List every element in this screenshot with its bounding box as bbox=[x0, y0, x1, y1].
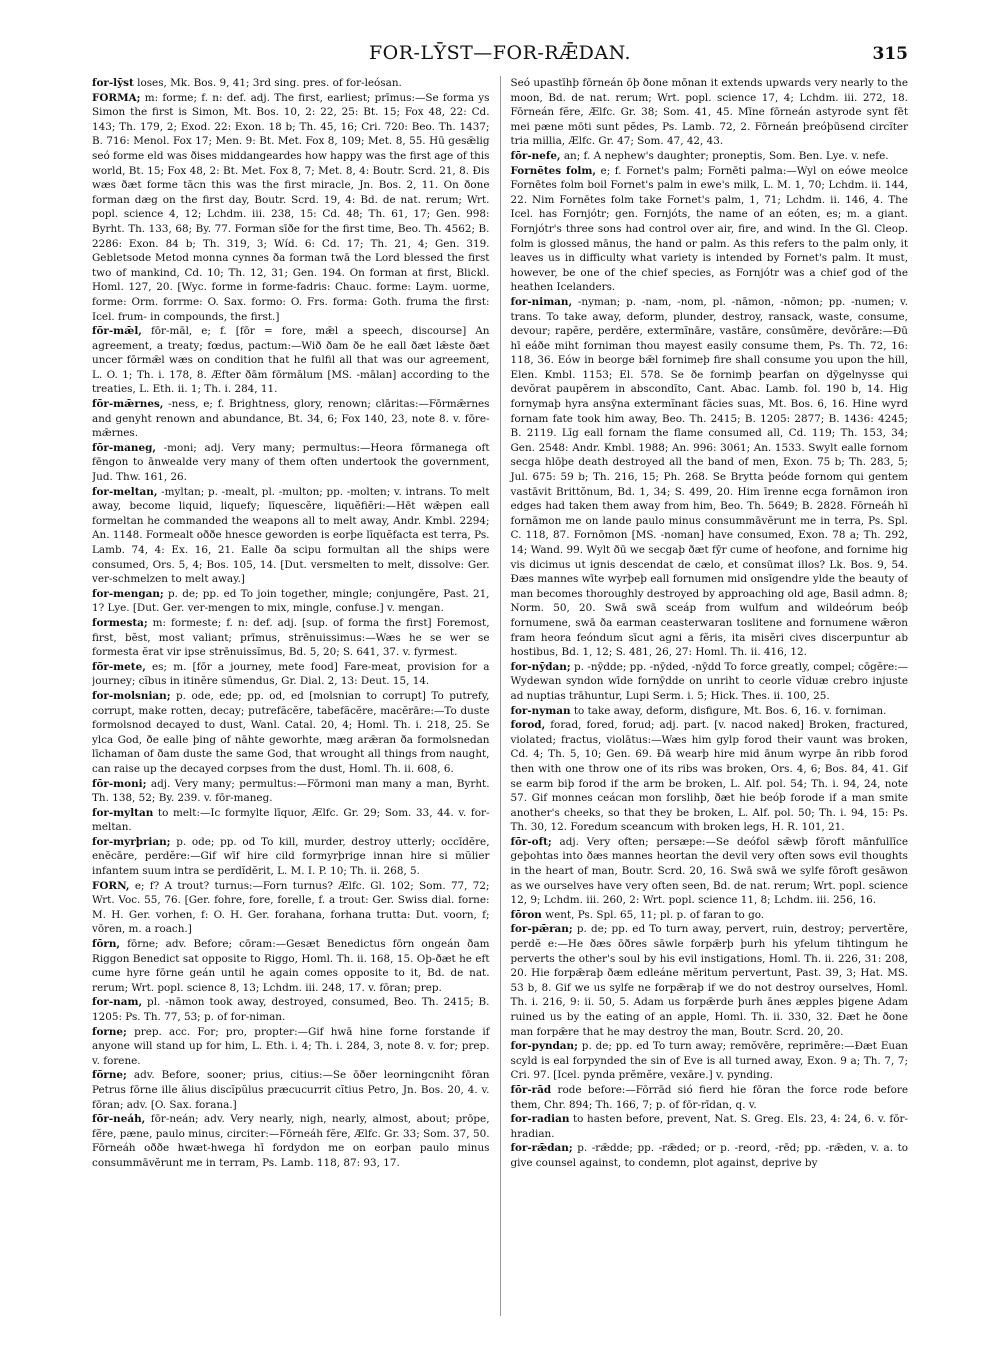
left-column bbox=[92, 76, 500, 1316]
entry-text: prep. acc. For; pro, propter:—Gif hwā hine forne forstande if anyone will stand up for him, L. Eth. i. 4; Th. i. 284, 3, note 8. v. for; prep. v. forene. bbox=[92, 1025, 490, 1067]
entry-headword: forod, bbox=[510, 719, 546, 732]
entry-text: adv. Before, sooner; prius, citius:—Se ōðer leorningcniht fōran Petrus fōrne ille ălius discĭpŭlus præcucurrit cĭtius Petro, Jn. Bos. 20, 4. v. fōran; adv. [O. Sax. forana.] bbox=[92, 1069, 490, 1111]
dictionary-entry bbox=[92, 587, 490, 616]
entry-headword: for-niman, bbox=[510, 295, 573, 308]
entry-headword: for-myltan bbox=[92, 806, 154, 819]
entry-text: e; f. Fornet's palm; Fornēti palma:—Wyl on eówe meolce Fornētes folm boil Fornet's palm in ewe's milk, L. M. 1, 70; Lchdm. ii. 144, 22. Nim Fornētes folm take Fornet's palm, 1, 71; Lchdm. ii. 146, 4. The Icel. has Fornjótr; gen. Fornjóts, the name of an eóten, es; m. a giant. Fornjótr's three sons had control over air, fire, and wind. In the Gl. Cleop. folm is glossed mānus, the hand or palm. As this refers to the palm only, it leaves us in difficulty what variety is intended by Fornet's palm. It must, however, be one of the chief species, as Fornjótr was a chief god of the heathen Icelanders. bbox=[510, 164, 908, 294]
entry-text: to melt:—Ic formylte līquor, Ælfc. Gr. 29; Som. 33, 44. v. for-meltan. bbox=[92, 806, 490, 834]
dictionary-entry bbox=[92, 777, 490, 806]
entry-text: -moni; adj. Very many; permultus:—Heora fōrmanega oft fēngon to ānwealde very many of them often undertook the government, Jud. Thw. 161, 26. bbox=[92, 441, 490, 484]
dictionary-entry bbox=[92, 1112, 490, 1170]
dictionary-entry bbox=[92, 485, 490, 587]
entry-text: loses, Mk. Bos. 9, 41; 3rd sing. pres. of for-leósan. bbox=[133, 77, 402, 89]
dictionary-entry bbox=[511, 1083, 909, 1112]
entry-headword: fōr-moni; bbox=[92, 777, 147, 790]
entry-text: rode before:—Fōrrād sió fierd hie fōran the force rode before them, Chr. 894; Th. 166, 7; p. of fōr-rīdan, q. v. bbox=[510, 1083, 908, 1111]
right-column bbox=[501, 76, 909, 1316]
dictionary-entry bbox=[511, 1141, 909, 1170]
entry-text: adj. Very many; permultus:—Fōrmoni man many a man, Byrht. Th. 138, 52; By. 239. v. fōr-maneg. bbox=[92, 777, 490, 805]
dictionary-entry bbox=[511, 718, 909, 835]
entry-text: went, Ps. Spl. 65, 11; pl. p. of faran to go. bbox=[541, 908, 765, 921]
entry-headword: fōr-mǣrnes, bbox=[92, 398, 164, 411]
dictionary-entry bbox=[511, 76, 909, 149]
dictionary-entry bbox=[92, 441, 490, 485]
entry-headword: for-meltan, bbox=[92, 485, 158, 498]
entry-headword: fōr-rād bbox=[510, 1083, 552, 1096]
dictionary-entry bbox=[511, 704, 909, 719]
entry-text: -myltan; p. -mealt, pl. -multon; pp. -molten; v. intrans. To melt away, become liquid, liquefy; līquescĕre, liquĕfiĕri:—Hēt wǣpen eall formeltan he commanded the weapons all to melt away, Andr. Kmbl. 2294; An. 1148. Formealt oððe hnesce geworden is eorþe līquĕfacta est terra, Ps. Lamb. 74, 4: Ex. 16, 21. Ealle ða scipu formultan all the ships were consumed, Ors. 5, 4; Bos. 105, 14. [Dut. versmelten to melt, dissolve: Ger. ver-schmelzen to melt away.] bbox=[92, 485, 490, 586]
entry-text: pl. -nāmon took away, destroyed, consumed, Beo. Th. 2415; B. 1205: Ps. Th. 77, 53; p. of for-niman. bbox=[92, 996, 490, 1023]
entry-headword: for-molsnian; bbox=[92, 689, 171, 702]
dictionary-entry bbox=[92, 91, 490, 325]
entry-headword: for-mengan; bbox=[92, 587, 164, 600]
two-column-body bbox=[92, 76, 908, 1316]
dictionary-entry bbox=[92, 324, 490, 397]
entry-headword: fōr-nefe, bbox=[510, 149, 561, 162]
page-header bbox=[92, 40, 908, 76]
entry-text: p. ode, ede; pp. od, ed [molsnian to corrupt] To putrefy, corrupt, make rotten, decay; putrefăcĕre, tabefăcĕre, macĕrāre:—To duste formolsnod decayed to dust, Wanl. Catal. 20, 4; Homl. Th. i. 218, 25. Se ylca God, ðe ealle þing of nāhte geworhte, mæg arǣran ða formolsnedan līchaman of ðam duste the same God, that wrought all things from naught, can raise up the decayed corpses from the dust, Homl. Th. ii. 608, 6. bbox=[92, 689, 490, 775]
entry-headword: FORN, bbox=[92, 879, 130, 892]
entry-headword: fōr-oft; bbox=[510, 835, 552, 848]
entry-text: p. de; pp. ed To join together, mingle; conjungĕre, Past. 21, 1? Lye. [Dut. Ger. ver-mengen to mix, mingle, confuse.] v. mengan. bbox=[92, 587, 490, 615]
dictionary-entry bbox=[92, 616, 490, 660]
entry-headword: fōr-mete, bbox=[92, 660, 146, 673]
entry-text: p. ode; pp. od To kill, murder, destroy utterly; occīdĕre, enĕcāre, perdĕre:—Gif wīf hire cild formyrþrige innan hire si mŭlier infantem suum intra se perdĭdĕrit, L. M. I. P. 10; Th. ii. 268, 5. bbox=[92, 835, 490, 878]
entry-text: m: forme; f. n: def. adj. The first, earliest; prīmus:—Se forma ys Simon the first is Simon, Mt. Bos. 10, 2: 22, 25: Bt. 15; Fox 48, 22: Cd. 143; Th. 179, 2; Exod. 22: Exon. 18 b; Th. 45, 16; Cri. 720: Beo. Th. 1437; B. 716: Menol. Fox 17; Men. 9: Bt. Met. Fox 8, 109; Met. 8, 55. Hū gesǣlig seó forme eld was ðises middangeardes how happy was the first age of this world, Bt. 15; Fox 48, 2: Bt. Met. Fox 8, 7; Met. 8, 4: Boutr. Scrd. 21, 8. Ðis wæs ðæt forme tācn this was the first miracle, Jn. Bos. 2, 11. On ðone forman dæg on the first day, Boutr. Scrd. 19, 4: Bd. de nat. rerum; Wrt. popl. science 4, 12; Lchdm. iii. 238, 15: Cd. 48; Th. 61, 17; Gen. 998: Byrht. Th. 133, 68; By. 77. Forman sīðe for the first time, Beo. Th. 4562; B. 2286: Exon. 84 b; Th. 319, 3; Wíd. 6: Cd. 17; Th. 21, 4; Gen. 319. Gebletsode Metod monna cynnes ða forman twā the Lord blessed the first two of mankind, Cd. 10; Th. 12, 31; Gen. 194. On forman at first, Blickl. Homl. 127, 20. [Wyc. forme in forme-fadris: Chauc. forme: Laym. uorme, forme: Orm. forrme: O. Sax. formo: O. Frs. forma: Goth. fruma the first: Icel. frum- in compounds, the first.] bbox=[92, 91, 490, 323]
dictionary-entry bbox=[511, 295, 909, 660]
entry-headword: fōr-maneg, bbox=[92, 441, 156, 454]
entry-text: Seó upastīhþ fōrneán ōþ ðone mōnan it extends upwards very nearly to the moon, Bd. de nat. rerum; Wrt. popl. science 17, 4; Lchdm. iii. 272, 18. Fōrneán fĕre, Ælfc. Gr. 38; Som. 41, 45. Mīne fōrneán astyrode synt fēt mei pæne mōti sunt pĕdes, Ps. Lamb. 72, 2. Fōrneán þreóþūsend circĭter tria millia, Ælfc. Gr. 47; Som. 47, 42, 43. bbox=[510, 77, 908, 148]
entry-headword: forne; bbox=[92, 1025, 127, 1038]
dictionary-entry bbox=[511, 149, 909, 164]
entry-text: -nyman; p. -nam, -nom, pl. -nāmon, -nōmon; pp. -numen; v. trans. To take away, deform, plunder, destroy, ransack, waste, consume, devour; rapĕre, perdĕre, extermĭnāre, vastāre, consūmĕre, devŏrāre:—Ðū hī eáðe miht forniman thou mayest easily consume them, Ps. Th. 72, 16: 118, 36. Eów in beorge bǣl fornimeþ fire shall consume you upon the hill, Elen. Kmbl. 1153; El. 578. Se ðe fornimþ þearfan on dȳgelnysse qui devŏrat paupĕrem in abscondĭto, Cant. Abac. Lamb. fol. 190 b, 14. Hig fornymaþ hyra ansȳna extermĭnant făcies suas, Mt. Bos. 6, 16. Hine wyrd fornam fate took him away, Beo. Th. 2415; B. 1205: 2877; B. 1436: 4245; B. 2119. Līg eall fornam the flame consumed all, Cd. 119; Th. 153, 34; Gen. 2548: Andr. Kmbl. 1988; An. 996: 3061; An. 1533. Swylt ealle fornom secga hlōþe death destroyed all the band of men, Exon. 75 b; Th. 283, 5; Jul. 675: 59 b; Th. 216, 15; Ph. 268. Se Brytta þeóde fornom qui gentem vastāvit Brittŏnum, Bd. 1, 34; S. 499, 20. Him īrenne ecga fornāmon iron edges had taken them away from him, Beo. Th. 5649; B. 2828. Fōrneáh hī fornāmon me on lande paulo minus consummāvĕrunt me in terra, Ps. Spl. C. 118, 87. Fornōmon [MS. -noman] have consumed, Exon. 78 a; Th. 292, 14; Wand. 99. Wylt ðū we secgaþ ðæt fȳr cume of heofone, and fornime hig vis dicimus ut ignis descendat de cælo, et consūmat illos? Lk. Bos. 9, 54. Ðæs mannes wīte wyrþeþ eall fornumen mid onsīgendre ylde the beauty of man becomes thoroughly destroyed by approaching old age, Basil admn. 8; Norm. 50, 20. Swā swā sceáp from wulfum and wildeórum beóþ fornumene, swā ða earman ceasterwaran toslitene and fornumene wǣron fram heora feóndum sīcut agni a fĕris, ita misĕri cives discerpuntur ab hostibus, Bd. 1, 12; S. 481, 26, 27: Homl. Th. ii. 416, 12. bbox=[510, 295, 908, 659]
entry-headword: formesta; bbox=[92, 616, 148, 629]
dictionary-entry bbox=[92, 995, 490, 1024]
dictionary-entry bbox=[92, 1068, 490, 1112]
dictionary-entry bbox=[92, 937, 490, 995]
entry-text: p. de; pp. ed To turn away, pervert, ruin, destroy; pervertĕre, perdĕ e:—He ðæs ōðres sāwle forpǣrþ þurh his yfelum tihtingum he perverts the other's soul by his evil instigations, Homl. Th. ii. 226, 31: 208, 20. Hie forpǣraþ ðæm edleáne mĕritum pervertunt, Past. 39, 3; Hat. MS. 53 b, 8. Gif we us sylfe ne forpǣraþ if we do not destroy ourselves, Homl. Th. i. 216, 9: ii. 50, 5. Adam us forpǣrde þurh ānes æpples þigene Adam ruined us by the eating of an apple, Homl. Th. ii. 330, 32. Ðæt he ðone man forpǣre that he may destroy the man, Boutr. Scrd. 20, 20. bbox=[510, 923, 908, 1038]
entry-text: m: formeste; f. n: def. adj. [sup. of forma the first] Foremost, first, bĕst, most valiant; prīmus, strēnuissimus:—Wæs he se wer se formesta ĕrat vir ipse strēnuissĭmus, Bd. 5, 20; S. 641, 37. v. fyrmest. bbox=[92, 616, 490, 659]
entry-text: fōr-neán; adv. Very nearly, nigh, nearly, almost, about; prōpe, fĕre, pæne, paulo minus, circiter:—Fōrneáh fĕre, Ælfc. Gr. 33; Som. 37, 50. Fōrneáh oððe hwæt-hwega hī fordydon me on eorþan paulo minus consummāvĕrunt me in terram, Ps. Lamb. 118, 87: 93, 17. bbox=[92, 1113, 490, 1169]
dictionary-entry bbox=[92, 806, 490, 835]
entry-headword: fōr-neáh, bbox=[92, 1113, 146, 1126]
page-number: 315 bbox=[872, 44, 908, 64]
dictionary-entry bbox=[92, 689, 490, 777]
entry-headword: for-nyman bbox=[510, 704, 571, 717]
dictionary-entry bbox=[511, 164, 909, 295]
dictionary-entry bbox=[92, 76, 490, 91]
entry-headword: for-nam, bbox=[92, 996, 143, 1009]
dictionary-entry bbox=[92, 835, 490, 879]
entry-headword: for-lȳst bbox=[92, 77, 134, 89]
dictionary-entry bbox=[511, 1112, 909, 1141]
dictionary-entry bbox=[511, 922, 909, 1039]
entry-headword: fōr-mǣl, bbox=[92, 325, 142, 338]
entry-text: e; f? A trout? turnus:—Forn turnus? Ælfc. Gl. 102; Som. 77, 72; Wrt. Voc. 55, 76. [Ger. fohre, fore, forelle, f. a trout: Ger. Swiss dial. forne: M. H. Ger. vorhen, f: O. H. Ger. forahana, forhana trutta: Dut. voorn, f; vōren, m. a roach.] bbox=[92, 879, 490, 936]
entry-text: an; f. A nephew's daughter; proneptis, Som. Ben. Lye. v. nefe. bbox=[560, 149, 889, 162]
entry-text: adj. Very often; persæpe:—Se deófol sǣwþ fōroft mānfullīce geþohtas into ðæs mannes heortan the devil very often sows evil thoughts in the heart of man, Boutr. Scrd. 20, 16. Swā swā we sylfe fōroft gesāwon as we ourselves have very often seen, Bd. de nat. rerum; Wrt. popl. science 12, 9; Lchdm. iii. 260, 2: Wrt. popl. science 11, 8; Lchdm. iii. 256, 16. bbox=[510, 835, 908, 907]
entry-headword: for-nȳdan; bbox=[510, 660, 571, 673]
dictionary-entry bbox=[511, 908, 909, 923]
entry-headword: for-radian bbox=[510, 1113, 570, 1126]
running-head: FOR-LȲST—FOR-RǢDAN. bbox=[368, 42, 632, 64]
entry-headword: FORMA; bbox=[92, 91, 141, 104]
entry-text: fōrne; adv. Before; cōram:—Gesæt Benedictus fōrn ongeán ðam Riggon Benedict sat opposite to Riggo, Homl. Th. ii. 168, 15. Oþ-ðæt he eft cume hyre fōrne geán until he again comes opposite to it, Bd. de nat. rerum; Wrt. popl. science 8, 13; Lchdm. iii. 248, 17. v. fōran; prep. bbox=[92, 938, 490, 994]
entry-text: p. de; pp. ed To turn away; remŏvēre, reprimĕre:—Ðæt Euan scyld is eal forpynded the sin of Eve is all turned away, Exon. 9 a; Th. 7, 7; Cri. 97. [Icel. pynda prĕmĕre, vexāre.] v. pynding. bbox=[510, 1040, 908, 1082]
entry-text: forad, fored, forud; adj. part. [v. nacod naked] Broken, fractured, violated; fractus, violātus:—Wæs him gylp forod their vaunt was broken, Cd. 4; Th. 5, 10; Gen. 69. Ðā wearþ hire mid ānum wyrpe ān ribb forod then with one throw one of its ribs was broken, Ors. 4, 6; Bos. 84, 41. Gif se earm biþ forod if the arm be broken, L. Alf. pol. 54; Th. i. 94, 24, note 57. Gif monnes ceácan mon forslihþ, ðæt hie beóþ forode if a man smite another's cheeks, so that they be broken, L. Alf. pol. 50; Th. i. 94, 15: Ps. Th. 30, 12. Foredum sceancum with broken legs, H. R. 101, 21. bbox=[510, 719, 908, 834]
dictionary-entry bbox=[511, 835, 909, 908]
entry-headword: fōrn, bbox=[92, 938, 121, 951]
dictionary-entry bbox=[92, 879, 490, 937]
dictionary-entry bbox=[92, 1025, 490, 1069]
entry-text: es; m. [fōr a journey, mete food] Fare-meat, provision for a journey; cĭbus in itinĕre sūmendus, Gr. Dial. 2, 13: Deut. 15, 14. bbox=[92, 660, 490, 688]
entry-headword: fōrne; bbox=[92, 1069, 127, 1082]
entry-text: -ness, e; f. Brightness, glory, renown; clāritas:—Fōrmǣrnes and genyht renown and abundance, Bt. 34, 6; Fox 140, 23, note 8. v. fōre-mǣrnes. bbox=[92, 398, 490, 440]
entry-text: p. -nȳdde; pp. -nȳded, -nȳdd To force greatly, compel; cōgĕre:—Wydewan syndon wīde fornȳdde on unriht to ceorle vĭduæ crebro injuste ad nuptias trāhuntur, Lupi Serm. i. 5; Hick. Thes. ii. 100, 25. bbox=[510, 660, 908, 702]
dictionary-entry bbox=[511, 1039, 909, 1083]
entry-headword: for-pyndan; bbox=[510, 1040, 578, 1053]
entry-text: to hasten before, prevent, Nat. S. Greg. Els. 23, 4: 24, 6. v. fōr-hradian. bbox=[510, 1113, 908, 1140]
entry-text: fōr-māl, e; f. [fōr = fore, mǣl a speech, discourse] An agreement, a treaty; fœdus, pactum:—Wið ðam ðe he eall ðæt lǣste ðæt uncer fōrmǣl wæs on condition that he fulfil all that was our agreement, L. O. 1; Th. i. 178, 8. Æfter ðām fōrmālum [MS. -mālan] according to the treaties, L. Eth. ii. 1; Th. i. 284, 11. bbox=[92, 325, 490, 396]
dictionary-entry bbox=[92, 397, 490, 441]
entry-headword: Fornētes folm, bbox=[510, 164, 596, 177]
entry-headword: fōron bbox=[510, 908, 542, 921]
dictionary-entry bbox=[511, 660, 909, 704]
dictionary-entry bbox=[92, 660, 490, 689]
entry-headword: for-rǣdan; bbox=[510, 1142, 573, 1155]
entry-text: p. -rǣdde; pp. -rǣded; or p. -reord, -rēd; pp. -rǣden, v. a. to give counsel against, to condemn, plot against, deprive by bbox=[510, 1142, 908, 1169]
entry-headword: for-pǣran; bbox=[510, 923, 573, 936]
entry-headword: for-myrþrian; bbox=[92, 835, 171, 848]
entry-text: to take away, deform, disfigure, Mt. Bos. 6, 16. v. forniman. bbox=[570, 704, 887, 717]
